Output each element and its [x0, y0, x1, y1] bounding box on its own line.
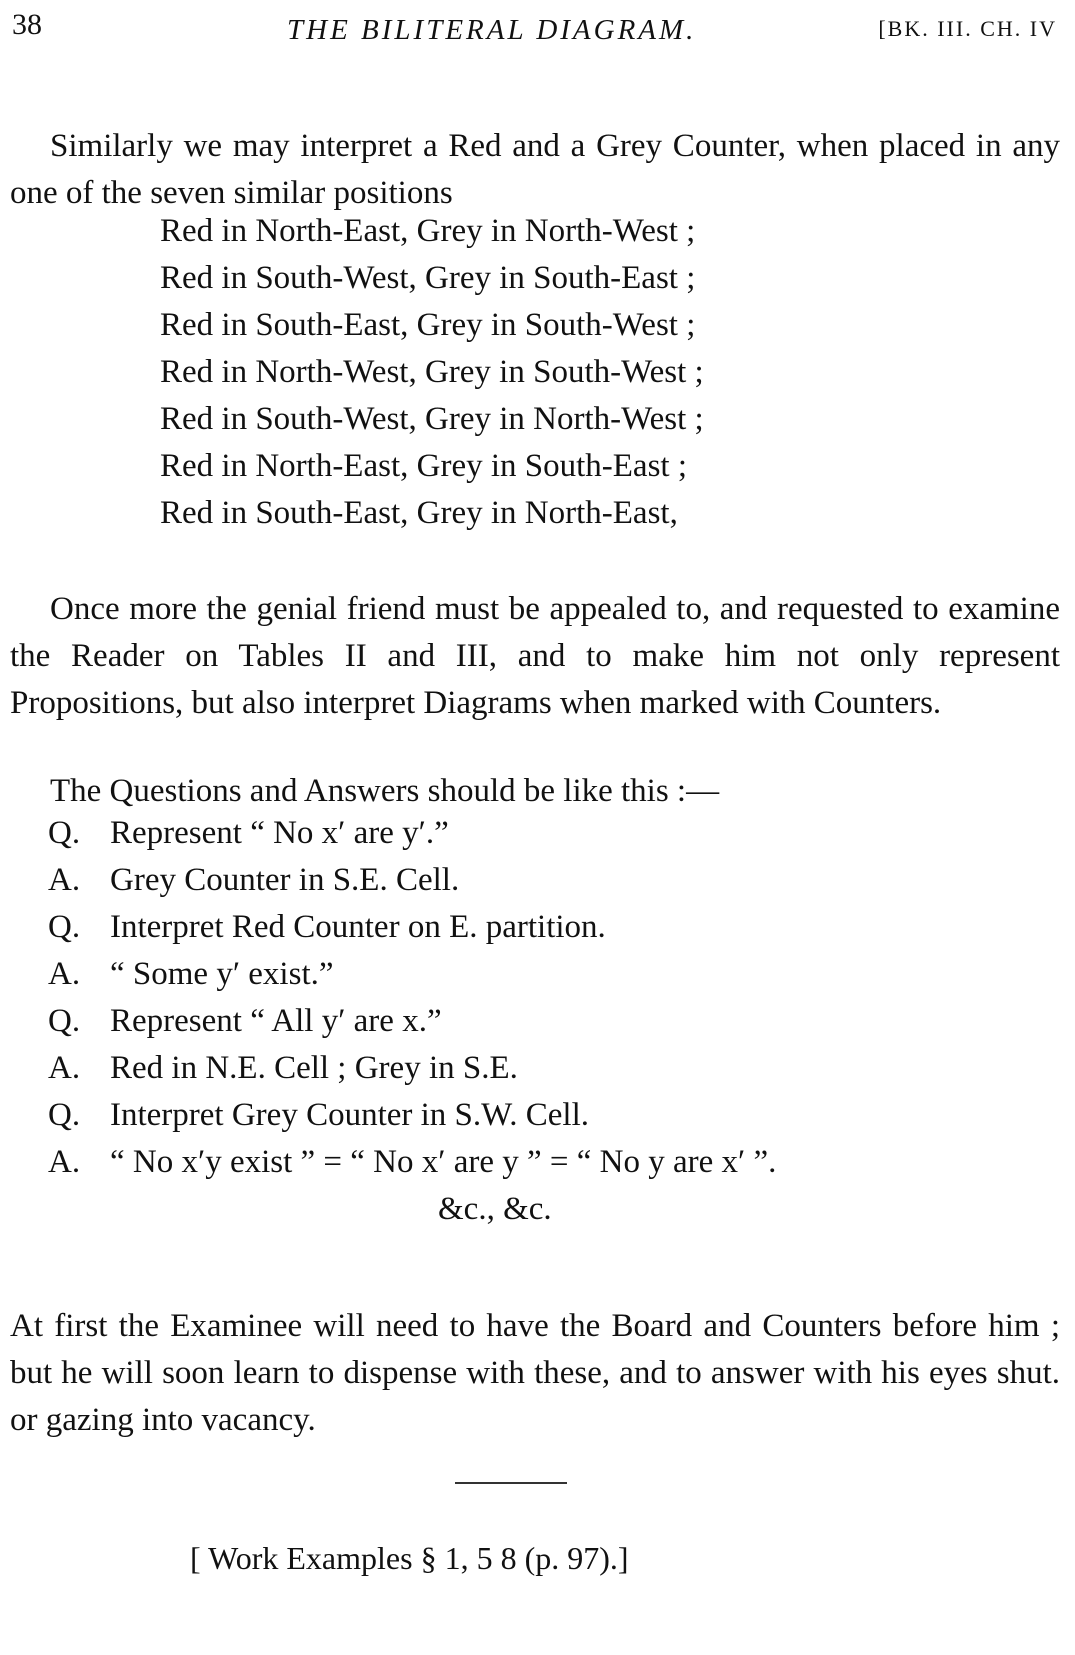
positions-list — [160, 208, 704, 537]
qa-line — [48, 951, 776, 998]
qa-text: Interpret Grey Counter in S.W. Cell. — [110, 1097, 590, 1133]
work-examples-reference: [ Work Examples § 1, 5 8 (p. 97).] — [190, 1540, 629, 1576]
question-answer-list — [48, 810, 776, 1233]
position-line: Red in North-West, Grey in South-West ; — [160, 354, 704, 390]
qa-line — [48, 1045, 776, 1092]
qa-text: Interpret Red Counter on E. partition. — [110, 909, 606, 945]
running-title: THE BILITERAL DIAGRAM. — [287, 14, 697, 46]
chapter-reference: [BK. III. CH. IV — [878, 16, 1057, 41]
qa-line — [48, 998, 776, 1045]
position-line: Red in South-West, Grey in North-West ; — [160, 401, 704, 437]
qa-line — [48, 904, 776, 951]
qa-label: Q. — [48, 815, 81, 851]
position-line: Red in South-West, Grey in South-East ; — [160, 260, 696, 296]
qa-label: Q. — [48, 1097, 81, 1133]
qa-label: A. — [48, 862, 81, 898]
intro-paragraph: Similarly we may interpret a Red and a Grey Counter, when placed in any one of the seven similar positions — [10, 128, 1060, 211]
page-number: 38 — [12, 8, 42, 41]
position-line: Red in North-East, Grey in North-West ; — [160, 213, 696, 249]
questions-intro: The Questions and Answers should be like this :— — [50, 773, 720, 809]
section-divider — [455, 1482, 567, 1484]
etc-line: &c., &c. — [438, 1191, 552, 1227]
qa-label: Q. — [48, 1003, 81, 1039]
qa-line — [48, 1139, 776, 1186]
qa-label: Q. — [48, 909, 81, 945]
position-line: Red in North-East, Grey in South-East ; — [160, 448, 688, 484]
qa-label: A. — [48, 1144, 81, 1180]
qa-text: Represent “ All y′ are x.” — [110, 1003, 442, 1039]
qa-text: “ Some y′ exist.” — [110, 956, 334, 992]
qa-line — [48, 1092, 776, 1139]
qa-text: “ No x′y exist ” = “ No x′ are y ” = “ No y are x′ ”. — [110, 1144, 777, 1180]
qa-text: Red in N.E. Cell ; Grey in S.E. — [110, 1050, 518, 1086]
qa-line — [48, 810, 776, 857]
qa-label: A. — [48, 956, 81, 992]
appeal-paragraph: Once more the genial friend must be appealed to, and requested to examine the Reader on Tables II and III, and to make him not only represent Propositions, but also interpret Diagrams when marked with Counters. — [10, 591, 1060, 721]
qa-label: A. — [48, 1050, 81, 1086]
qa-text: Grey Counter in S.E. Cell. — [110, 862, 460, 898]
qa-text: Represent “ No x′ are y′.” — [110, 815, 449, 851]
position-line: Red in South-East, Grey in South-West ; — [160, 307, 696, 343]
position-line: Red in South-East, Grey in North-East, — [160, 495, 678, 531]
qa-line — [48, 857, 776, 904]
page-header — [12, 6, 1057, 56]
examinee-paragraph: At first the Examinee will need to have the Board and Counters before him ; but he will soon learn to dispense with these, and to answer with his eyes shut. or gazing into vacancy. — [10, 1308, 1060, 1438]
